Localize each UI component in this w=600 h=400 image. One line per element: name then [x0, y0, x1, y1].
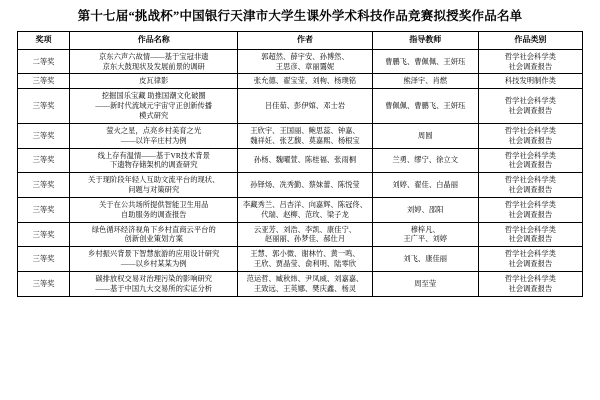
cell-award	[18, 123, 70, 148]
cell-title-line: 乡村振兴背景下智慧旅游的应用设计研究	[88, 249, 220, 259]
cell-author-line: 王慧、郭小微、谢林竹、黄一鸣、	[250, 249, 360, 259]
cell-teacher	[372, 148, 478, 173]
cell-title	[70, 89, 238, 124]
cell-type-line: 社会调查报告	[508, 185, 553, 195]
cell-author-line: 吕佳茹、彭伊婠、邓士岩	[264, 101, 346, 111]
cell-author-line: 王思彦、章丽霭妮	[275, 61, 335, 71]
cell-title-line: 创新创业策划方案	[124, 234, 183, 244]
cell-award	[18, 247, 70, 272]
cell-award-line: 三等奖	[32, 180, 55, 190]
cell-teacher-line: 熊泽宇、肖燃	[403, 76, 448, 86]
cell-teacher	[372, 271, 478, 296]
cell-teacher-line: 曹佩佩、曹鹏飞、王妍珏	[385, 101, 466, 111]
cell-type-line: 哲学社会科学类	[504, 150, 556, 160]
column-header-award: 奖项	[18, 32, 70, 50]
table-row	[18, 123, 583, 148]
cell-type	[478, 247, 582, 272]
cell-award-line: 二等奖	[32, 56, 55, 66]
cell-author-line: 孙铎炀、冼秀勤、蔡妹蕾、陈悦莹	[250, 180, 360, 190]
table-row	[18, 247, 583, 272]
cell-award	[18, 197, 70, 222]
cell-author-line: 赵丽丽、孙梦佳、郝仕月	[264, 234, 346, 244]
cell-author	[238, 197, 372, 222]
cell-author	[238, 148, 372, 173]
cell-type-line: 哲学社会科学类	[504, 273, 556, 283]
cell-type-line: 哲学社会科学类	[504, 199, 556, 209]
table-row	[18, 197, 583, 222]
cell-author-line: 张允德、翟宝莹、刘枸、杨璞铭	[253, 76, 357, 86]
cell-type	[478, 74, 582, 89]
table-row	[18, 222, 583, 247]
cell-title-line: 关于在公共场所提供智能卫生用品	[99, 199, 209, 209]
cell-award	[18, 74, 70, 89]
cell-award-line: 三等奖	[32, 101, 55, 111]
cell-award-line: 三等奖	[32, 204, 55, 214]
awards-table	[17, 31, 583, 297]
cell-teacher-line: 兰勇、缪宁、徐立文	[392, 155, 459, 165]
cell-author	[238, 74, 372, 89]
cell-teacher-line: 周至莹	[414, 278, 437, 288]
cell-type	[478, 222, 582, 247]
cell-type	[478, 89, 582, 124]
cell-type-line: 哲学社会科学类	[504, 175, 556, 185]
cell-type	[478, 197, 582, 222]
table-body	[18, 49, 583, 296]
cell-title-line: 问题与对策研究	[128, 185, 180, 195]
cell-teacher-line: 王广平、刘婷	[403, 234, 448, 244]
cell-type	[478, 173, 582, 198]
cell-title	[70, 49, 238, 74]
table-header-row	[18, 32, 583, 50]
cell-teacher-line: 穆梓凡、	[410, 224, 440, 234]
cell-teacher	[372, 222, 478, 247]
table-row	[18, 89, 583, 124]
cell-award-line: 三等奖	[32, 130, 55, 140]
cell-title-line: 碳排放权交易对治理污染的影响研究	[95, 273, 213, 283]
cell-title-line: 京东六声六故情——基于宝冠非遗	[99, 51, 209, 61]
cell-type	[478, 49, 582, 74]
cell-award-line: 三等奖	[32, 155, 55, 165]
cell-award-line: 三等奖	[32, 76, 55, 86]
table-row	[18, 74, 583, 89]
cell-title-line: 下遗物存储架机的调查研究	[109, 160, 198, 170]
cell-award-line: 三等奖	[32, 254, 55, 264]
cell-author-line: 李藏秀兰、吕杏洋、向嘉辉、陈冠佟、	[242, 199, 368, 209]
cell-author-line: 郭超然、薛宇安、孙博然、	[261, 51, 349, 61]
cell-teacher-line: 刘婷、翟佳、白晶丽	[392, 180, 459, 190]
cell-author-line: 王欣宇、王国丽、鲍思蕊、钟嘉、	[250, 125, 360, 135]
cell-title-line: 线上存有温情——基于VR技术背景	[97, 150, 210, 160]
cell-teacher-line: 刘飞、康佳丽	[403, 254, 448, 264]
cell-title-line: ——新时代流域元宇宙守正创新传播	[95, 101, 213, 111]
cell-author-line: 云亚芳、刘浩、李凯、康佳宁、	[253, 224, 357, 234]
column-header-title: 作品名称	[70, 32, 238, 50]
cell-type-line: 哲学社会科学类	[504, 96, 556, 106]
cell-type	[478, 271, 582, 296]
cell-teacher	[372, 247, 478, 272]
cell-title-line: 模式研究	[139, 111, 169, 121]
cell-title	[70, 74, 238, 89]
cell-title	[70, 148, 238, 173]
cell-teacher	[372, 49, 478, 74]
table-row	[18, 49, 583, 74]
cell-author	[238, 123, 372, 148]
cell-award-line: 三等奖	[32, 278, 55, 288]
cell-type-line: 社会调查报告	[508, 135, 553, 145]
cell-author	[238, 271, 372, 296]
cell-author	[238, 247, 372, 272]
cell-award	[18, 222, 70, 247]
cell-teacher	[372, 89, 478, 124]
column-header-teacher: 指导教师	[372, 32, 478, 50]
cell-award	[18, 89, 70, 124]
cell-title	[70, 123, 238, 148]
cell-author	[238, 173, 372, 198]
cell-title-line: 绿色循环经济视角下乡村直商云平台的	[91, 224, 216, 234]
cell-title-line: 自助服务的调查报告	[120, 209, 187, 219]
cell-title-line: ——基于中国九大交易所的实证分析	[95, 283, 213, 293]
cell-author-line: 孙杨、魏曜萱、陈桂福、张雨桐	[253, 155, 357, 165]
cell-award-line: 三等奖	[32, 229, 55, 239]
cell-type-line: 社会调查报告	[508, 259, 553, 269]
cell-title-line: ——以许辛庄村为例	[120, 135, 187, 145]
cell-title-line: 挖掘国乐宝藏 助推国潮文化破圈	[101, 91, 206, 101]
cell-teacher	[372, 197, 478, 222]
cell-type-line: 社会调查报告	[508, 160, 553, 170]
cell-type-line: 社会调查报告	[508, 283, 553, 293]
cell-type-line: 社会调查报告	[508, 106, 553, 116]
column-header-author: 作者	[238, 32, 372, 50]
cell-teacher-line: 刘婷、邵阳	[406, 204, 444, 214]
cell-title	[70, 197, 238, 222]
cell-award	[18, 148, 70, 173]
cell-teacher	[372, 173, 478, 198]
column-header-type: 作品类别	[478, 32, 582, 50]
cell-teacher-line: 周圆	[417, 130, 433, 140]
cell-title	[70, 222, 238, 247]
cell-author	[238, 222, 372, 247]
cell-title	[70, 247, 238, 272]
table-row	[18, 173, 583, 198]
cell-award	[18, 271, 70, 296]
table-row	[18, 271, 583, 296]
cell-type-line: 社会调查报告	[508, 209, 553, 219]
cell-author-line: 代瑞、赵柳、范玫、梁子龙	[261, 209, 349, 219]
cell-type-line: 社会调查报告	[508, 61, 553, 71]
cell-title-line: ——以乡村某某为例	[120, 259, 187, 269]
cell-author-line: 魏祥妊、张艺馥、莫嘉熙、杨根宝	[250, 135, 360, 145]
cell-type-line: 哲学社会科学类	[504, 224, 556, 234]
cell-author	[238, 49, 372, 74]
cell-author-line: 范运哲、臧秋炜、尹凤威、刘嘉嘉、	[246, 273, 364, 283]
cell-title	[70, 173, 238, 198]
cell-type-line: 科技发明制作类	[504, 76, 556, 86]
page-title: 第十七届“挑战杯”中国银行天津市大学生课外学术科技作品竞赛拟授奖作品名单	[77, 9, 523, 23]
cell-award	[18, 49, 70, 74]
cell-type-line: 哲学社会科学类	[504, 51, 556, 61]
cell-award	[18, 173, 70, 198]
cell-type-line: 社会调查报告	[508, 234, 553, 244]
cell-teacher-line: 曹鹏飞、曹佩佩、王妍珏	[385, 56, 466, 66]
cell-teacher	[372, 74, 478, 89]
cell-title-line: 皮瓦律影	[139, 76, 169, 86]
cell-title-line: 关于现阶段年轻人互助文流平台的现状、	[88, 175, 220, 185]
cell-author	[238, 89, 372, 124]
cell-teacher	[372, 123, 478, 148]
cell-title-line: 萤火之星，点亮乡村美育之光	[106, 125, 202, 135]
cell-title-line: 京东大鼓现状及发展前景的调研	[102, 61, 205, 71]
cell-type-line: 哲学社会科学类	[504, 249, 556, 259]
cell-type	[478, 148, 582, 173]
cell-author-line: 王致远、王英娜、樊庆鑫、杨灵	[253, 283, 357, 293]
table-row	[18, 148, 583, 173]
cell-author-line: 王欣、贾晶莹、俞利明、陆零欣	[253, 259, 357, 269]
cell-title	[70, 271, 238, 296]
cell-type	[478, 123, 582, 148]
cell-type-line: 哲学社会科学类	[504, 125, 556, 135]
